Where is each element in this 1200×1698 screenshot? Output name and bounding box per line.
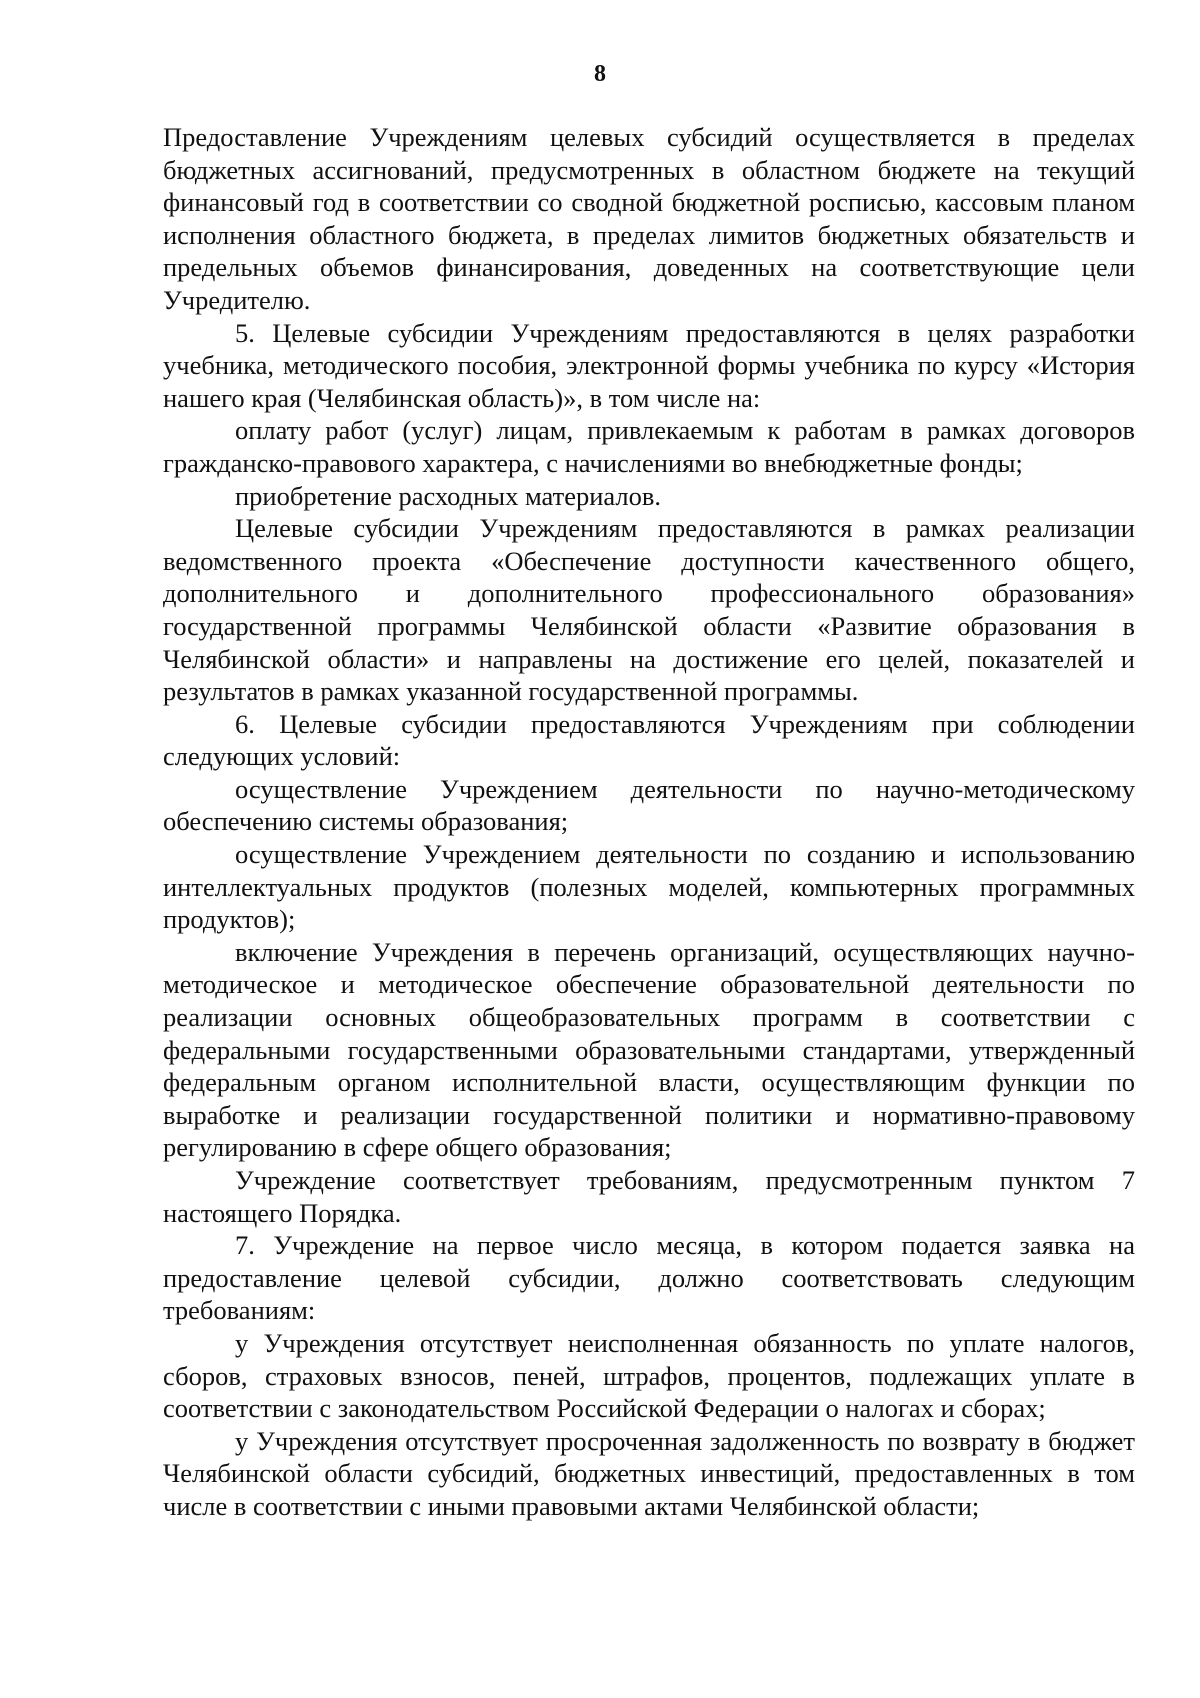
paragraph: Целевые субсидии Учреждениям предоставляются в рамках реализации ведомственного проекта «Обеспечение доступности качественного общего, дополнительного и дополнительного профессионального образования» государственной программы Челябинской области «Развитие образования в Челябинской области» и направлены на достижение его целей, показателей и результатов в рамках указанной государственной программы. — [163, 513, 1135, 707]
paragraph-item-5: 5. Целевые субсидии Учреждениям предоставляются в целях разработки учебника, методического пособия, электронной формы учебника по курсу «История нашего края (Челябинская область)», в том числе на: — [163, 317, 1135, 413]
paragraph: оплату работ (услуг) лицам, привлекаемым к работам в рамках договоров гражданско-правового характера, с начислениями во внебюджетные фонды; — [163, 415, 1135, 478]
paragraph: осуществление Учреждением деятельности по научно-методическому обеспечению системы образования; — [163, 773, 1135, 837]
paragraph: приобретение расходных материалов. — [235, 480, 661, 511]
paragraph-item-6: 6. Целевые субсидии предоставляются Учреждениям при соблюдении следующих условий: — [163, 708, 1135, 772]
paragraph: у Учреждения отсутствует неисполненная обязанность по уплате налогов, сборов, страховых взносов, пеней, штрафов, процентов, подлежащих уплате в соответствии с законодательством Российской Федерации о налогах и сборах; — [163, 1327, 1135, 1424]
paragraph: включение Учреждения в перечень организаций, осуществляющих научно-методическое и методическое обеспечение образовательной деятельности по реализации основных общеобразовательных программ в соответствии с федеральными государственными образовательными стандартами, утвержденный федеральным органом исполнительной власти, осуществляющим функции по выработке и реализации государственной политики и нормативно-правовому регулированию в сфере общего образования; — [163, 936, 1135, 1163]
paragraph: Предоставление Учреждениям целевых субсидий осуществляется в пределах бюджетных ассигнований, предусмотренных в областном бюджете на текущий финансовый год в соответствии со сводной бюджетной росписью, кассовым планом исполнения областного бюджета, в пределах лимитов бюджетных обязательств и предельных объемов финансирования, доведенных на соответствующие цели Учредителю. — [163, 122, 1135, 315]
page-number: 8 — [594, 61, 606, 87]
paragraph: Учреждение соответствует требованиям, предусмотренным пунктом 7 настоящего Порядка. — [163, 1165, 1135, 1228]
paragraph: у Учреждения отсутствует просроченная задолженность по возврату в бюджет Челябинской области субсидий, бюджетных инвестиций, предоставленных в том числе в соответствии с иными правовыми актами Челябинской области; — [163, 1425, 1135, 1521]
document-body — [163, 121, 1135, 1523]
paragraph: осуществление Учреждением деятельности по созданию и использованию интеллектуальных продуктов (полезных моделей, компьютерных программных продуктов); — [163, 839, 1135, 935]
paragraph-item-7: 7. Учреждение на первое число месяца, в котором подается заявка на предоставление целевой субсидии, должно соответствовать следующим требованиям: — [163, 1230, 1135, 1326]
